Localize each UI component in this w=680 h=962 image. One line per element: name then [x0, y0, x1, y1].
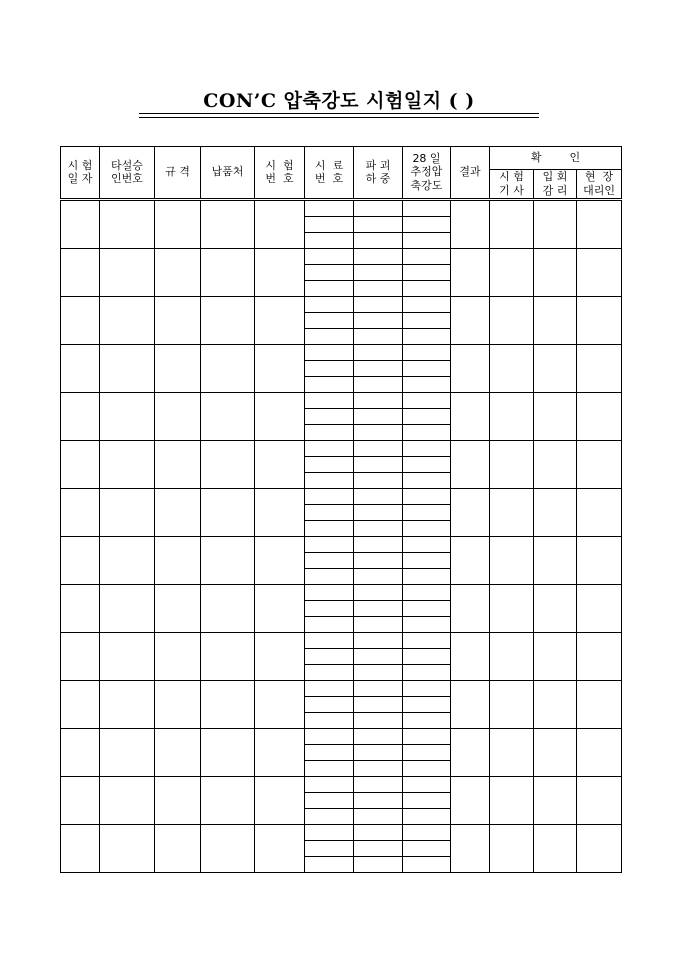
result-cell[interactable]: [451, 728, 490, 776]
strength-cell[interactable]: [403, 488, 451, 504]
site-agent-cell[interactable]: [577, 248, 622, 296]
strength-cell[interactable]: [403, 744, 451, 760]
failure-load-cell[interactable]: [354, 408, 403, 424]
strength-cell[interactable]: [403, 312, 451, 328]
supplier-cell[interactable]: [201, 296, 255, 344]
header-test-date: 시 험 일 자: [61, 147, 100, 200]
test-no-cell[interactable]: [255, 199, 305, 248]
supplier-cell[interactable]: [201, 680, 255, 728]
table-row: [61, 488, 622, 504]
strength-cell[interactable]: [403, 408, 451, 424]
failure-load-cell[interactable]: [354, 600, 403, 616]
header-tester: 시 험 기 사: [490, 170, 534, 200]
result-cell[interactable]: [451, 584, 490, 632]
specimen-no-cell[interactable]: [305, 376, 354, 392]
specimen-no-cell[interactable]: [305, 536, 354, 552]
strength-cell[interactable]: [403, 199, 451, 216]
strength-cell[interactable]: [403, 504, 451, 520]
header-casting-approval-no: 타설승 인번호: [100, 147, 155, 200]
site-agent-cell[interactable]: [577, 776, 622, 824]
test-no-cell[interactable]: [255, 296, 305, 344]
specimen-no-cell[interactable]: [305, 264, 354, 280]
strength-cell[interactable]: [403, 680, 451, 696]
result-cell[interactable]: [451, 199, 490, 248]
failure-load-cell[interactable]: [354, 216, 403, 232]
spec-cell[interactable]: [155, 344, 201, 392]
strength-cell[interactable]: [403, 328, 451, 344]
strength-cell[interactable]: [403, 376, 451, 392]
test-date-cell[interactable]: [61, 632, 100, 680]
specimen-no-cell[interactable]: [305, 552, 354, 568]
strength-cell[interactable]: [403, 664, 451, 680]
result-cell[interactable]: [451, 248, 490, 296]
spec-cell[interactable]: [155, 440, 201, 488]
table-row: [61, 344, 622, 360]
strength-cell[interactable]: [403, 808, 451, 824]
failure-load-cell[interactable]: [354, 296, 403, 312]
spec-cell[interactable]: [155, 824, 201, 872]
witness-cell[interactable]: [534, 392, 577, 440]
spec-cell[interactable]: [155, 392, 201, 440]
site-agent-cell[interactable]: [577, 392, 622, 440]
spec-cell[interactable]: [155, 632, 201, 680]
strength-cell[interactable]: [403, 392, 451, 408]
strength-cell[interactable]: [403, 616, 451, 632]
casting-approval-no-cell[interactable]: [100, 199, 155, 248]
supplier-cell[interactable]: [201, 776, 255, 824]
failure-load-cell[interactable]: [354, 712, 403, 728]
specimen-no-cell[interactable]: [305, 712, 354, 728]
test-date-cell[interactable]: [61, 296, 100, 344]
supplier-cell[interactable]: [201, 248, 255, 296]
witness-cell[interactable]: [534, 344, 577, 392]
result-cell[interactable]: [451, 632, 490, 680]
title-underline-second: [139, 117, 539, 118]
failure-load-cell[interactable]: [354, 680, 403, 696]
failure-load-cell[interactable]: [354, 248, 403, 264]
header-witness: 입 회 감 리: [534, 170, 577, 200]
failure-load-cell[interactable]: [354, 456, 403, 472]
page-title: CON’C 압축강도 시험일지 ( ): [203, 90, 475, 112]
failure-load-cell[interactable]: [354, 840, 403, 856]
failure-load-cell[interactable]: [354, 536, 403, 552]
test-no-cell[interactable]: [255, 392, 305, 440]
supplier-cell[interactable]: [201, 536, 255, 584]
tester-cell[interactable]: [490, 680, 534, 728]
failure-load-cell[interactable]: [354, 472, 403, 488]
site-agent-cell[interactable]: [577, 296, 622, 344]
spec-cell[interactable]: [155, 296, 201, 344]
test-log-table: [60, 146, 622, 873]
result-cell[interactable]: [451, 392, 490, 440]
failure-load-cell[interactable]: [354, 696, 403, 712]
strength-cell[interactable]: [403, 232, 451, 248]
casting-approval-no-cell[interactable]: [100, 824, 155, 872]
strength-cell[interactable]: [403, 360, 451, 376]
test-no-cell[interactable]: [255, 248, 305, 296]
tester-cell[interactable]: [490, 632, 534, 680]
casting-approval-no-cell[interactable]: [100, 248, 155, 296]
spec-cell[interactable]: [155, 536, 201, 584]
test-no-cell[interactable]: [255, 728, 305, 776]
supplier-cell[interactable]: [201, 824, 255, 872]
failure-load-cell[interactable]: [354, 760, 403, 776]
failure-load-cell[interactable]: [354, 264, 403, 280]
failure-load-cell[interactable]: [354, 792, 403, 808]
header-test-no: 시 험 번 호: [255, 147, 305, 200]
specimen-no-cell[interactable]: [305, 392, 354, 408]
casting-approval-no-cell[interactable]: [100, 680, 155, 728]
failure-load-cell[interactable]: [354, 360, 403, 376]
test-date-cell[interactable]: [61, 199, 100, 248]
test-no-cell[interactable]: [255, 440, 305, 488]
strength-cell[interactable]: [403, 632, 451, 648]
spec-cell[interactable]: [155, 728, 201, 776]
failure-load-cell[interactable]: [354, 424, 403, 440]
specimen-no-cell[interactable]: [305, 216, 354, 232]
failure-load-cell[interactable]: [354, 584, 403, 600]
failure-load-cell[interactable]: [354, 199, 403, 216]
failure-load-cell[interactable]: [354, 328, 403, 344]
test-no-cell[interactable]: [255, 776, 305, 824]
failure-load-cell[interactable]: [354, 616, 403, 632]
test-no-cell[interactable]: [255, 344, 305, 392]
table-row: [61, 296, 622, 312]
witness-cell[interactable]: [534, 584, 577, 632]
spec-cell[interactable]: [155, 776, 201, 824]
specimen-no-cell[interactable]: [305, 504, 354, 520]
test-no-cell[interactable]: [255, 536, 305, 584]
result-cell[interactable]: [451, 536, 490, 584]
test-no-cell[interactable]: [255, 824, 305, 872]
header-28day-strength: 28 일 추정압 축강도: [403, 147, 451, 200]
header-supplier: 납품처: [201, 147, 255, 200]
failure-load-cell[interactable]: [354, 376, 403, 392]
failure-load-cell[interactable]: [354, 632, 403, 648]
strength-cell[interactable]: [403, 824, 451, 840]
strength-cell[interactable]: [403, 424, 451, 440]
strength-cell[interactable]: [403, 536, 451, 552]
specimen-no-cell[interactable]: [305, 568, 354, 584]
strength-cell[interactable]: [403, 600, 451, 616]
table-row: [61, 680, 622, 696]
casting-approval-no-cell[interactable]: [100, 488, 155, 536]
witness-cell[interactable]: [534, 728, 577, 776]
site-agent-cell[interactable]: [577, 680, 622, 728]
result-cell[interactable]: [451, 440, 490, 488]
test-date-cell[interactable]: [61, 728, 100, 776]
casting-approval-no-cell[interactable]: [100, 728, 155, 776]
strength-cell[interactable]: [403, 584, 451, 600]
site-agent-cell[interactable]: [577, 199, 622, 248]
table-row: [61, 199, 622, 216]
supplier-cell[interactable]: [201, 488, 255, 536]
strength-cell[interactable]: [403, 456, 451, 472]
site-agent-cell[interactable]: [577, 728, 622, 776]
specimen-no-cell[interactable]: [305, 616, 354, 632]
test-date-cell[interactable]: [61, 680, 100, 728]
specimen-no-cell[interactable]: [305, 696, 354, 712]
failure-load-cell[interactable]: [354, 568, 403, 584]
site-agent-cell[interactable]: [577, 488, 622, 536]
tester-cell[interactable]: [490, 344, 534, 392]
site-agent-cell[interactable]: [577, 824, 622, 872]
failure-load-cell[interactable]: [354, 744, 403, 760]
failure-load-cell[interactable]: [354, 280, 403, 296]
failure-load-cell[interactable]: [354, 520, 403, 536]
tester-cell[interactable]: [490, 248, 534, 296]
supplier-cell[interactable]: [201, 199, 255, 248]
test-date-cell[interactable]: [61, 536, 100, 584]
specimen-no-cell[interactable]: [305, 648, 354, 664]
supplier-cell[interactable]: [201, 632, 255, 680]
specimen-no-cell[interactable]: [305, 680, 354, 696]
spec-cell[interactable]: [155, 488, 201, 536]
specimen-no-cell[interactable]: [305, 424, 354, 440]
test-no-cell[interactable]: [255, 632, 305, 680]
strength-cell[interactable]: [403, 552, 451, 568]
strength-cell[interactable]: [403, 472, 451, 488]
failure-load-cell[interactable]: [354, 488, 403, 504]
specimen-no-cell[interactable]: [305, 360, 354, 376]
specimen-no-cell[interactable]: [305, 440, 354, 456]
result-cell[interactable]: [451, 296, 490, 344]
table-row: [61, 776, 622, 792]
witness-cell[interactable]: [534, 632, 577, 680]
witness-cell[interactable]: [534, 776, 577, 824]
strength-cell[interactable]: [403, 760, 451, 776]
strength-cell[interactable]: [403, 344, 451, 360]
strength-cell[interactable]: [403, 568, 451, 584]
witness-cell[interactable]: [534, 296, 577, 344]
test-date-cell[interactable]: [61, 824, 100, 872]
table-row: [61, 584, 622, 600]
table-row: [61, 536, 622, 552]
specimen-no-cell[interactable]: [305, 456, 354, 472]
casting-approval-no-cell[interactable]: [100, 344, 155, 392]
failure-load-cell[interactable]: [354, 392, 403, 408]
header-site-agent: 현 장 대리인: [577, 170, 622, 200]
strength-cell[interactable]: [403, 840, 451, 856]
header-specimen-no: 시 료 번 호: [305, 147, 354, 200]
strength-cell[interactable]: [403, 728, 451, 744]
header-result: 결과: [451, 147, 490, 200]
table-row: [61, 824, 622, 840]
strength-cell[interactable]: [403, 520, 451, 536]
strength-cell[interactable]: [403, 264, 451, 280]
failure-load-cell[interactable]: [354, 776, 403, 792]
site-agent-cell[interactable]: [577, 344, 622, 392]
table-row: [61, 392, 622, 408]
spec-cell[interactable]: [155, 199, 201, 248]
header-failure-load: 파 괴 하 중: [354, 147, 403, 200]
casting-approval-no-cell[interactable]: [100, 440, 155, 488]
test-date-cell[interactable]: [61, 392, 100, 440]
table-row: [61, 248, 622, 264]
specimen-no-cell[interactable]: [305, 232, 354, 248]
specimen-no-cell[interactable]: [305, 760, 354, 776]
strength-cell[interactable]: [403, 648, 451, 664]
witness-cell[interactable]: [534, 440, 577, 488]
site-agent-cell[interactable]: [577, 584, 622, 632]
specimen-no-cell[interactable]: [305, 328, 354, 344]
test-no-cell[interactable]: [255, 680, 305, 728]
witness-cell[interactable]: [534, 199, 577, 248]
tester-cell[interactable]: [490, 536, 534, 584]
test-date-cell[interactable]: [61, 776, 100, 824]
strength-cell[interactable]: [403, 440, 451, 456]
result-cell[interactable]: [451, 344, 490, 392]
strength-cell[interactable]: [403, 712, 451, 728]
casting-approval-no-cell[interactable]: [100, 536, 155, 584]
supplier-cell[interactable]: [201, 344, 255, 392]
site-agent-cell[interactable]: [577, 536, 622, 584]
witness-cell[interactable]: [534, 248, 577, 296]
specimen-no-cell[interactable]: [305, 856, 354, 872]
failure-load-cell[interactable]: [354, 824, 403, 840]
failure-load-cell[interactable]: [354, 344, 403, 360]
failure-load-cell[interactable]: [354, 648, 403, 664]
specimen-no-cell[interactable]: [305, 744, 354, 760]
witness-cell[interactable]: [534, 536, 577, 584]
specimen-no-cell[interactable]: [305, 824, 354, 840]
specimen-no-cell[interactable]: [305, 312, 354, 328]
witness-cell[interactable]: [534, 680, 577, 728]
supplier-cell[interactable]: [201, 440, 255, 488]
test-date-cell[interactable]: [61, 488, 100, 536]
tester-cell[interactable]: [490, 296, 534, 344]
result-cell[interactable]: [451, 776, 490, 824]
test-date-cell[interactable]: [61, 584, 100, 632]
failure-load-cell[interactable]: [354, 440, 403, 456]
failure-load-cell[interactable]: [354, 728, 403, 744]
tester-cell[interactable]: [490, 824, 534, 872]
strength-cell[interactable]: [403, 792, 451, 808]
witness-cell[interactable]: [534, 824, 577, 872]
header-spec: 규 격: [155, 147, 201, 200]
specimen-no-cell[interactable]: [305, 792, 354, 808]
specimen-no-cell[interactable]: [305, 632, 354, 648]
tester-cell[interactable]: [490, 488, 534, 536]
failure-load-cell[interactable]: [354, 856, 403, 872]
specimen-no-cell[interactable]: [305, 664, 354, 680]
test-no-cell[interactable]: [255, 584, 305, 632]
specimen-no-cell[interactable]: [305, 840, 354, 856]
casting-approval-no-cell[interactable]: [100, 632, 155, 680]
casting-approval-no-cell[interactable]: [100, 776, 155, 824]
specimen-no-cell[interactable]: [305, 296, 354, 312]
casting-approval-no-cell[interactable]: [100, 392, 155, 440]
test-log-body: [61, 199, 622, 872]
test-date-cell[interactable]: [61, 248, 100, 296]
result-cell[interactable]: [451, 824, 490, 872]
tester-cell[interactable]: [490, 199, 534, 248]
specimen-no-cell[interactable]: [305, 808, 354, 824]
site-agent-cell[interactable]: [577, 632, 622, 680]
specimen-no-cell[interactable]: [305, 584, 354, 600]
test-date-cell[interactable]: [61, 440, 100, 488]
strength-cell[interactable]: [403, 280, 451, 296]
strength-cell[interactable]: [403, 856, 451, 872]
failure-load-cell[interactable]: [354, 232, 403, 248]
specimen-no-cell[interactable]: [305, 248, 354, 264]
specimen-no-cell[interactable]: [305, 472, 354, 488]
table-row: [61, 632, 622, 648]
result-cell[interactable]: [451, 680, 490, 728]
tester-cell[interactable]: [490, 584, 534, 632]
table-row: [61, 440, 622, 456]
test-no-cell[interactable]: [255, 488, 305, 536]
strength-cell[interactable]: [403, 296, 451, 312]
witness-cell[interactable]: [534, 488, 577, 536]
failure-load-cell[interactable]: [354, 312, 403, 328]
tester-cell[interactable]: [490, 440, 534, 488]
specimen-no-cell[interactable]: [305, 600, 354, 616]
specimen-no-cell[interactable]: [305, 199, 354, 216]
failure-load-cell[interactable]: [354, 504, 403, 520]
specimen-no-cell[interactable]: [305, 728, 354, 744]
supplier-cell[interactable]: [201, 392, 255, 440]
spec-cell[interactable]: [155, 584, 201, 632]
supplier-cell[interactable]: [201, 728, 255, 776]
result-cell[interactable]: [451, 488, 490, 536]
tester-cell[interactable]: [490, 728, 534, 776]
site-agent-cell[interactable]: [577, 440, 622, 488]
specimen-no-cell[interactable]: [305, 408, 354, 424]
specimen-no-cell[interactable]: [305, 520, 354, 536]
failure-load-cell[interactable]: [354, 664, 403, 680]
strength-cell[interactable]: [403, 216, 451, 232]
casting-approval-no-cell[interactable]: [100, 296, 155, 344]
failure-load-cell[interactable]: [354, 808, 403, 824]
strength-cell[interactable]: [403, 776, 451, 792]
strength-cell[interactable]: [403, 696, 451, 712]
spec-cell[interactable]: [155, 680, 201, 728]
header-confirmation: 확 인: [490, 147, 622, 170]
specimen-no-cell[interactable]: [305, 776, 354, 792]
specimen-no-cell[interactable]: [305, 344, 354, 360]
test-date-cell[interactable]: [61, 344, 100, 392]
spec-cell[interactable]: [155, 248, 201, 296]
strength-cell[interactable]: [403, 248, 451, 264]
casting-approval-no-cell[interactable]: [100, 584, 155, 632]
supplier-cell[interactable]: [201, 584, 255, 632]
tester-cell[interactable]: [490, 776, 534, 824]
failure-load-cell[interactable]: [354, 552, 403, 568]
specimen-no-cell[interactable]: [305, 280, 354, 296]
table-row: [61, 728, 622, 744]
tester-cell[interactable]: [490, 392, 534, 440]
title-underline: [139, 113, 539, 114]
specimen-no-cell[interactable]: [305, 488, 354, 504]
